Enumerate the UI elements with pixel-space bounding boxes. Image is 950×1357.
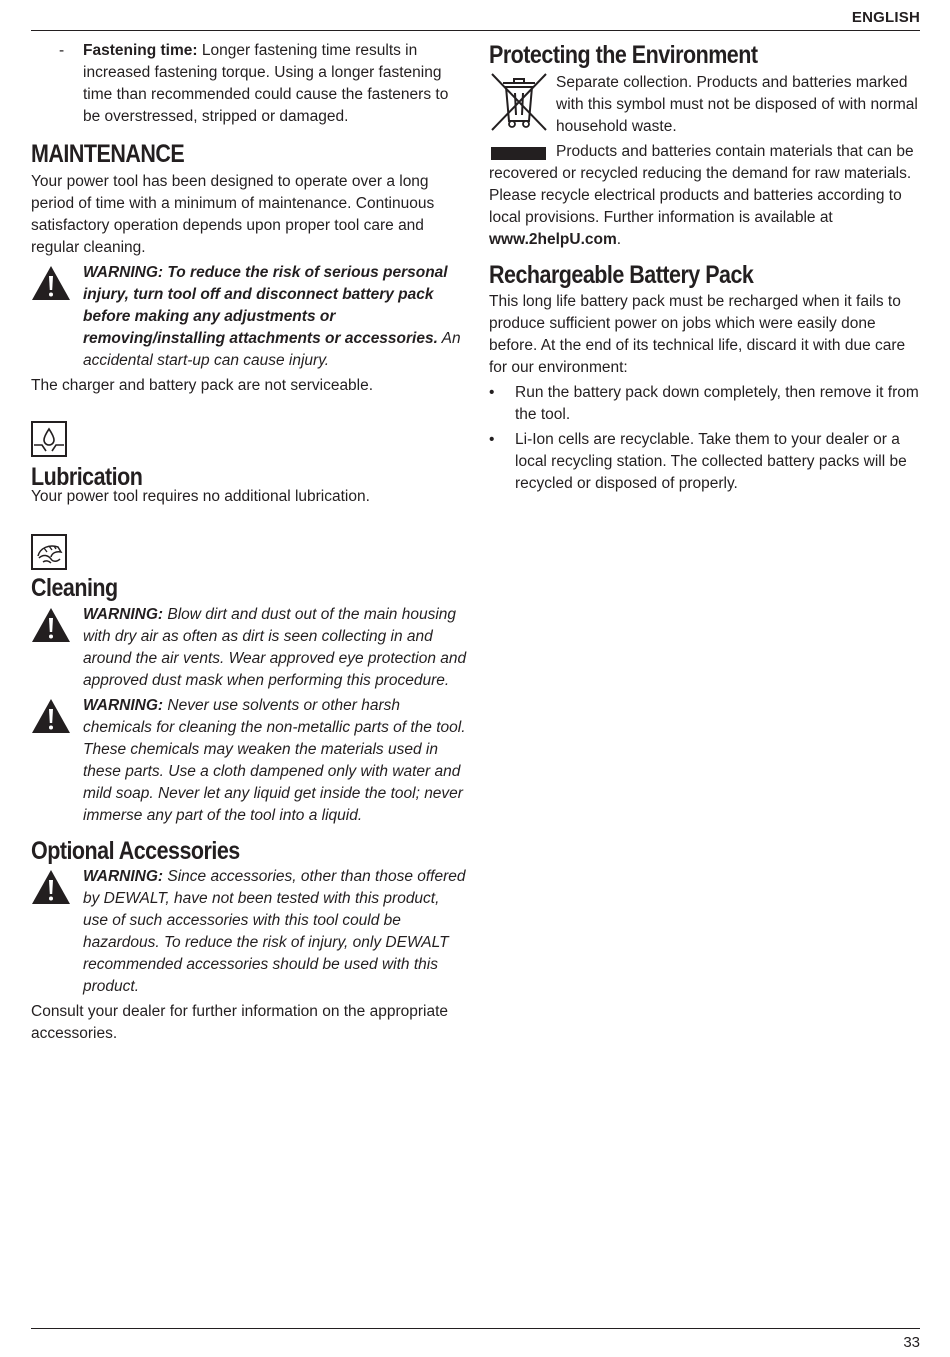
- cleaning-warning-air-text: Blow dirt and dust out of the main housing with dry air as often as dirt is seen collecting in and around the air vents. Wear approved eye protection and approved dust mask when performing this procedure.: [83, 606, 467, 689]
- protecting-environment-heading: Protecting the Environment: [489, 41, 758, 69]
- fastening-time-label: Fastening time:: [83, 42, 198, 59]
- right-column: [489, 40, 921, 495]
- battery-bullet-text: Li-Ion cells are recyclable. Take them to your dealer or a local recycling station. The collected battery packs will be recycled or disposed of properly.: [515, 431, 907, 492]
- black-bar-symbol: [491, 147, 546, 160]
- battery-bullet-text: Run the battery pack down completely, then remove it from the tool.: [515, 384, 919, 423]
- accessories-warning-text: Since accessories, other than those offered by DEWALT, have not been tested with this product, use of such accessories with this tool could be hazardous. To reduce the risk of injury, only DEWALT recommended accessories should be used with this product.: [83, 868, 466, 995]
- warning-triangle-icon: [31, 607, 71, 643]
- maintenance-heading: MAINTENANCE: [31, 140, 185, 168]
- page-number: 33: [903, 1334, 920, 1351]
- recycling-text: Products and batteries contain materials that can be recovered or recycled reducing the demand for raw materials. Please recycle electrical products and batteries according to local provisions. Further information is available at: [489, 143, 914, 226]
- cleaning-warning-solvents: [31, 695, 467, 827]
- lubrication-oil-drop-icon: [31, 421, 67, 457]
- cleaning-warning-air: [31, 604, 467, 692]
- cleaning-cloth-icon: [31, 534, 67, 570]
- separate-collection-block: [489, 72, 921, 138]
- maintenance-warning: [31, 262, 467, 372]
- list-item: [489, 382, 921, 426]
- lubrication-text: Your power tool requires no additional lubrication.: [31, 488, 370, 505]
- header-language: ENGLISH: [851, 9, 920, 26]
- lubrication-heading: Lubrication: [31, 463, 143, 491]
- cleaning-warning-solvents-text: Never use solvents or other harsh chemicals for cleaning the non-metallic parts of the tool. These chemicals may weaken the materials used in these parts. Use a cloth dampened only with water and mild soap. Never let any liquid get inside the tool; never immerse any part of the tool into a liquid.: [83, 697, 466, 824]
- website-link[interactable]: www.2helpU.com: [489, 231, 617, 248]
- recycling-period: .: [616, 231, 622, 248]
- separate-collection-text: Separate collection. Products and batteries marked with this symbol must not be disposed of with normal household waste.: [556, 74, 918, 135]
- crossed-out-bin-icon: [489, 71, 549, 133]
- warning-triangle-icon: [31, 265, 71, 301]
- header-rule: [31, 30, 920, 31]
- maintenance-intro: Your power tool has been designed to operate over a long period of time with a minimum of maintenance. Continuous satisfactory operation depends upon proper tool care and regular cleaning.: [31, 173, 435, 256]
- warning-triangle-icon: [31, 698, 71, 734]
- maintenance-note: The charger and battery pack are not serviceable.: [31, 377, 374, 394]
- bullet-marker: •: [489, 431, 495, 448]
- rechargeable-battery-heading: Rechargeable Battery Pack: [489, 261, 754, 289]
- optional-accessories-heading: Optional Accessories: [31, 837, 240, 865]
- cleaning-heading: Cleaning: [31, 574, 118, 602]
- cleaning-warning-air-label: WARNING:: [83, 606, 164, 623]
- footer-rule: [31, 1328, 920, 1329]
- left-column: [31, 40, 467, 1045]
- cleaning-warning-solvents-label: WARNING:: [83, 697, 164, 714]
- battery-intro: This long life battery pack must be recharged when it fails to produce sufficient power on jobs which were easily done before. At the end of its technical life, discard it with due care for our environment:: [489, 293, 906, 376]
- warning-triangle-icon: [31, 869, 71, 905]
- accessories-note: Consult your dealer for further information on the appropriate accessories.: [31, 1003, 449, 1042]
- dash-marker: -: [59, 42, 65, 59]
- fastening-time-item: [31, 40, 467, 128]
- maintenance-warning-rest: An accidental start-up can cause injury.: [83, 330, 461, 369]
- accessories-warning-label: WARNING:: [83, 868, 164, 885]
- maintenance-warning-bold: WARNING: To reduce the risk of serious personal injury, turn tool off and disconnect battery pack before making any adjustments or removing/installing attachments or accessories.: [83, 264, 448, 347]
- recycling-block: [489, 141, 921, 251]
- bullet-marker: •: [489, 384, 495, 401]
- accessories-warning: [31, 866, 467, 998]
- fastening-time-text: Longer fastening time results in increased fastening torque. Using a longer fastening time than recommended could cause the fasteners to be overstressed, stripped or damaged.: [83, 42, 449, 125]
- list-item: [489, 429, 921, 495]
